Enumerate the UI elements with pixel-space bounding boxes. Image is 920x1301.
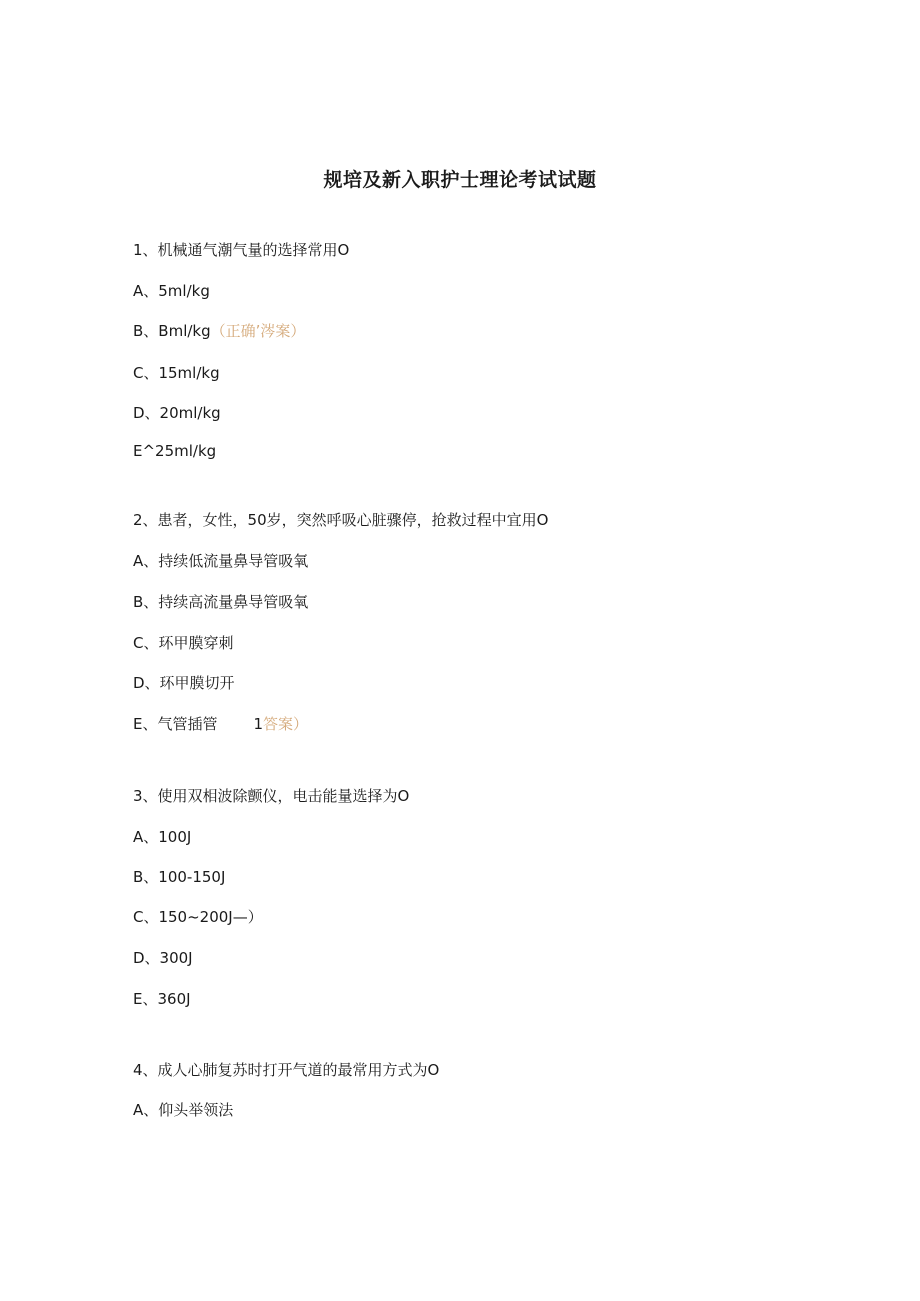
question-1-option-d: D、20ml/kg [133,404,221,422]
question-4-option-a: A、仰头举领法 [133,1101,234,1119]
question-2-option-b: B、持续高流量鼻导管吸氧 [133,593,309,611]
question-2-stem: 2、患者，女性，50岁，突然呼吸心脏骤停，抢救过程中宜用O [133,511,549,529]
question-2-option-d: D、环甲膜切开 [133,674,235,692]
page-title: 规培及新入职护士理论考试试题 [323,169,597,191]
question-2-option-c: C、环甲膜穿刺 [133,634,234,652]
question-3-stem: 3、使用双相波除颤仪，电击能量选择为O [133,787,410,805]
question-2-option-e [133,713,308,735]
question-3-option-b: B、100-150J [133,868,226,886]
question-3-option-e: E、360J [133,990,191,1008]
question-3-option-d: D、300J [133,949,193,967]
option-text: B、Bml∕kg [133,322,211,340]
question-1-option-a: A、5ml/kg [133,282,210,300]
question-2-option-a: A、持续低流量鼻导管吸氧 [133,552,309,570]
answer-note: （正确’涔案） [210,322,306,340]
question-1-option-e: E^25ml∕kg [133,442,217,460]
answer-prefix: 1 [253,715,264,733]
question-1-stem: 1、机械通气潮气量的选择常用O [133,241,350,259]
question-3-option-c: C、150~200J—） [133,908,263,926]
question-4-stem: 4、成人心肺复苏时打开气道的最常用方式为O [133,1061,440,1079]
question-1-option-c: C、15ml/kg [133,364,220,382]
option-text: E、气管插管 [133,715,218,733]
answer-note: 答案） [263,715,309,733]
question-3-option-a: A、100J [133,828,192,846]
question-1-option-b [133,320,305,342]
